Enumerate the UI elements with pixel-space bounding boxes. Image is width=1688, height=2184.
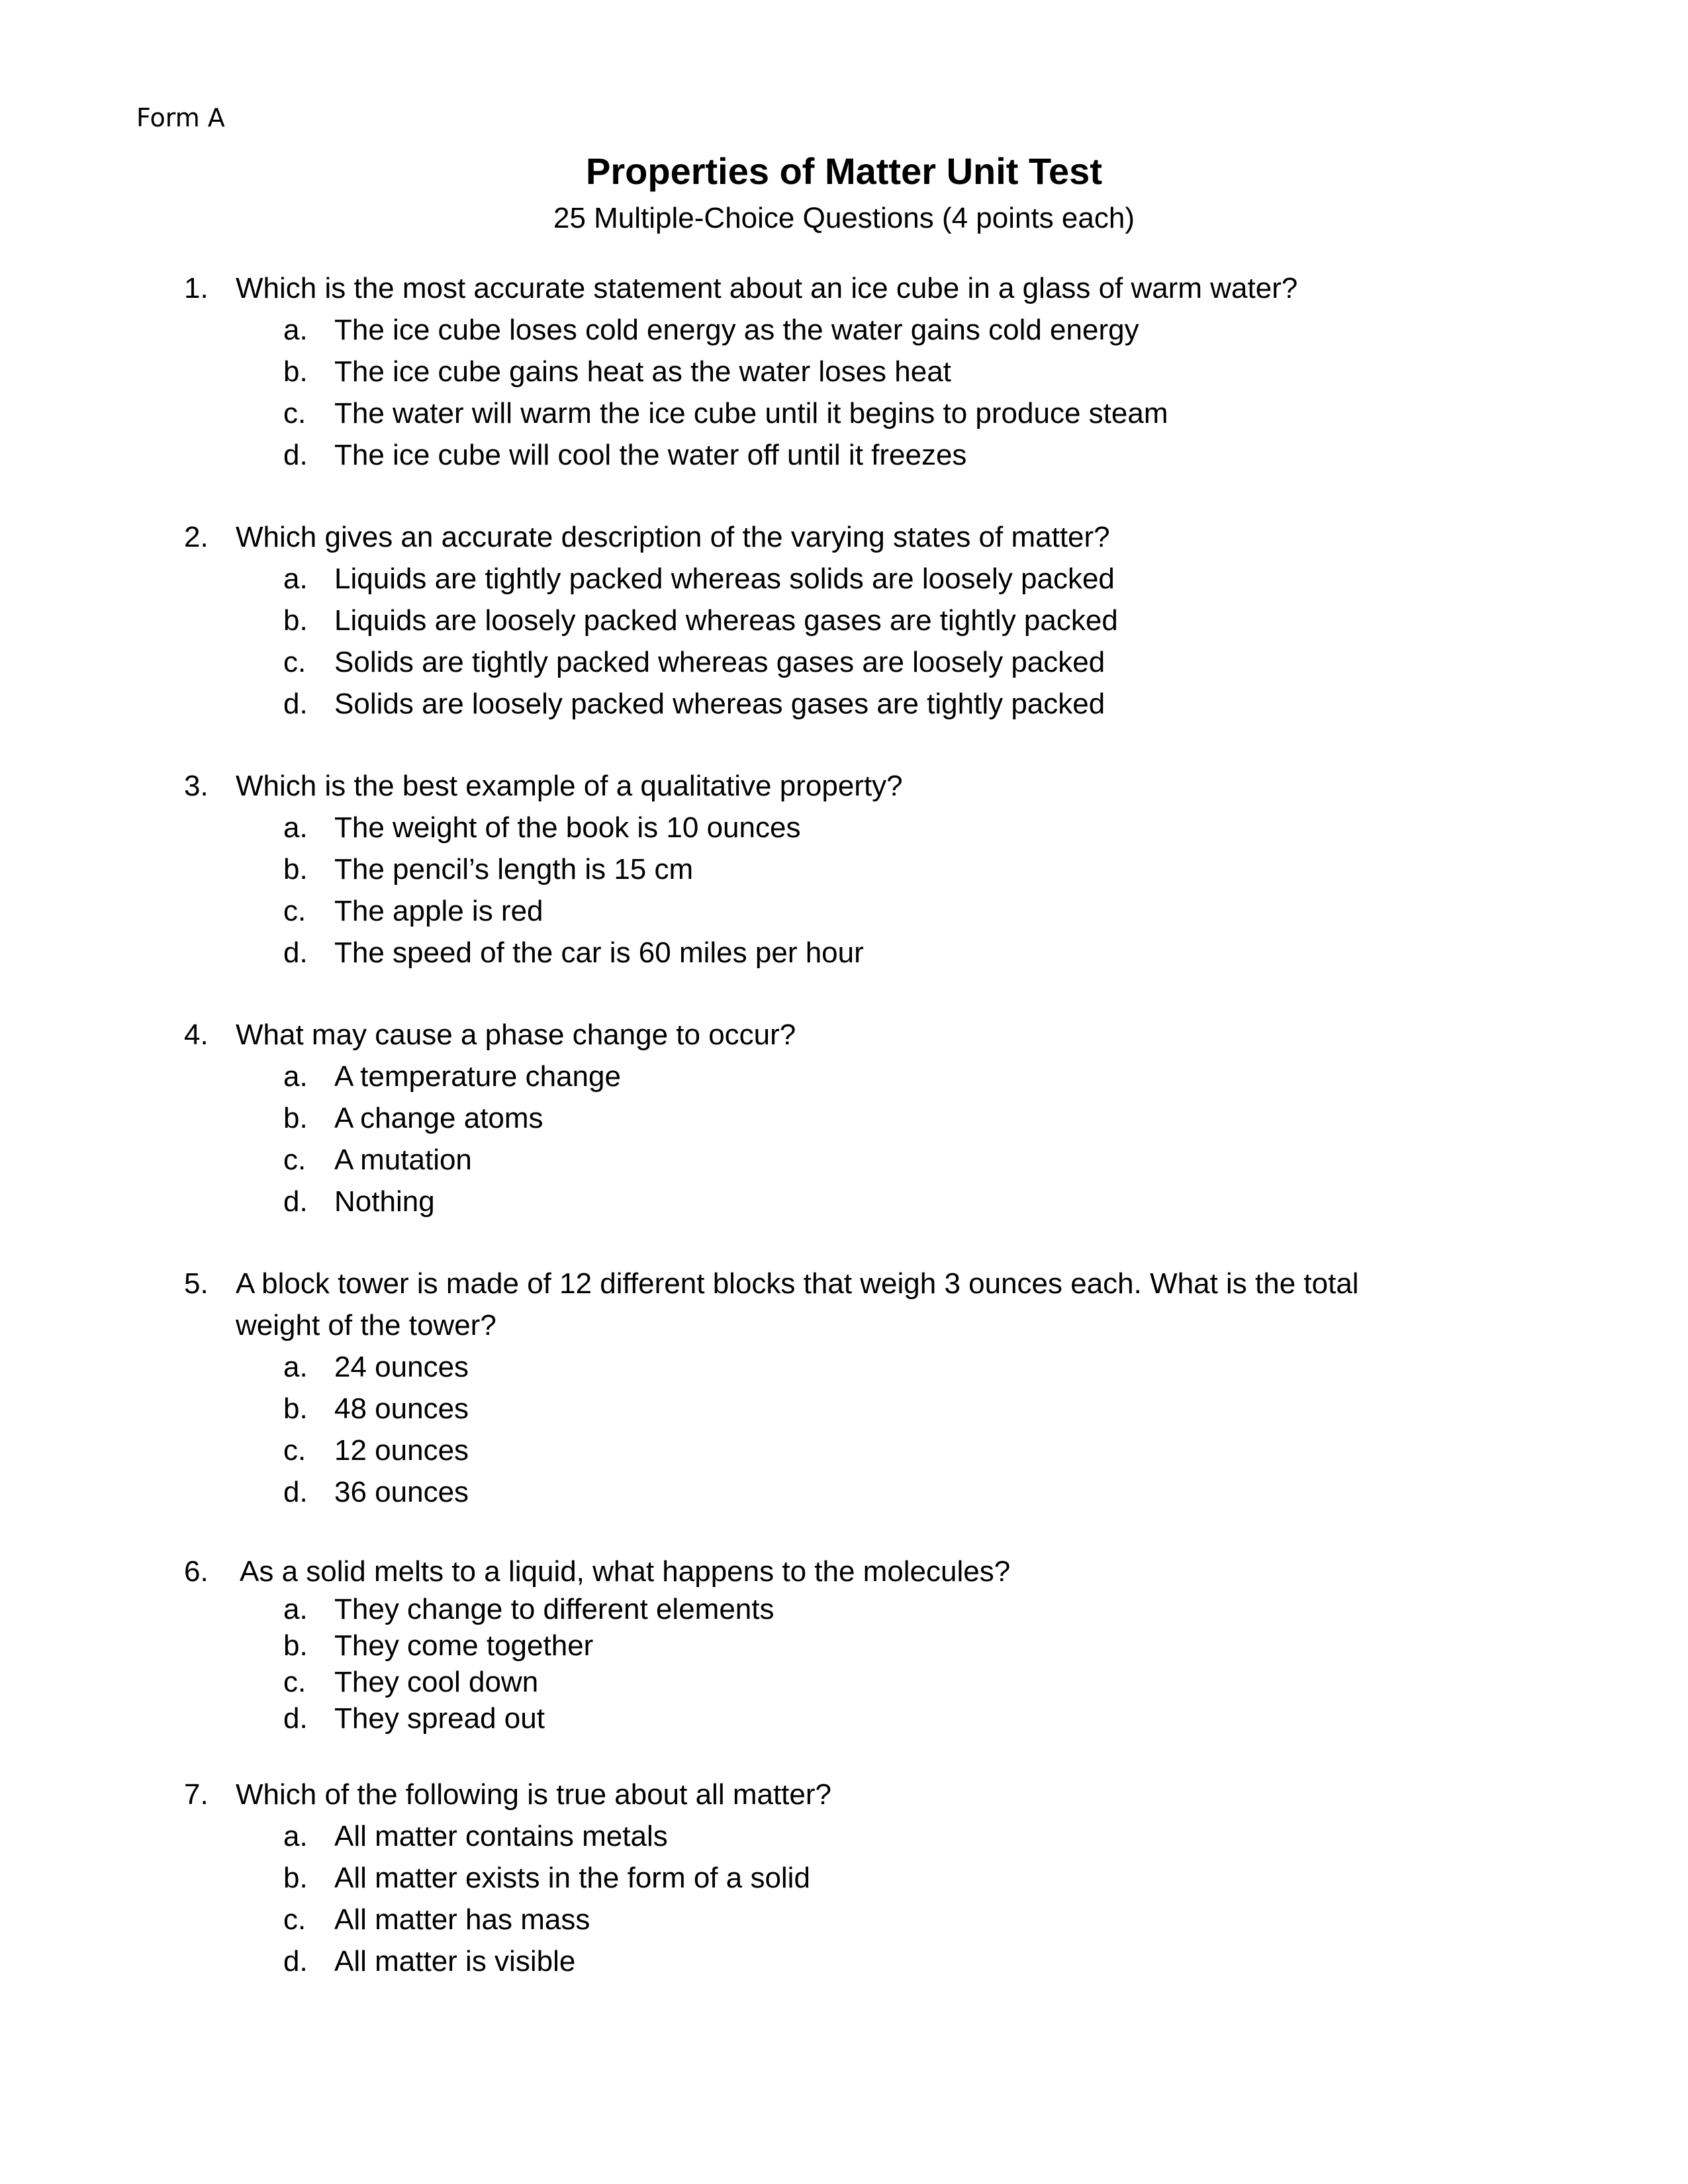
option-text: The ice cube will cool the water off until it freezes: [334, 439, 967, 471]
option-text: 48 ounces: [334, 1392, 469, 1425]
option-text: 36 ounces: [334, 1476, 469, 1508]
option-5d[interactable]: [0, 1471, 1688, 1513]
question-7: [0, 1774, 1688, 1982]
option-6b[interactable]: [0, 1627, 1688, 1664]
question-number: 6.: [184, 1555, 209, 1588]
question-number: 2.: [184, 521, 209, 553]
option-list: [0, 807, 1688, 974]
question-5: [0, 1263, 1688, 1513]
question-text-continued: weight of the tower?: [236, 1309, 496, 1342]
option-letter: c.: [283, 1434, 306, 1467]
question-text: As a solid melts to a liquid, what happens to the molecules?: [240, 1555, 1011, 1588]
option-text: 24 ounces: [334, 1351, 469, 1383]
option-text: The apple is red: [334, 895, 543, 927]
page-subtitle: 25 Multiple-Choice Questions (4 points each): [553, 202, 1135, 234]
question-number: 4.: [184, 1019, 209, 1051]
option-1c[interactable]: [0, 392, 1688, 434]
option-5b[interactable]: [0, 1388, 1688, 1430]
question-number: 5.: [184, 1267, 209, 1300]
question-text: Which of the following is true about all matter?: [236, 1778, 832, 1811]
option-list: [0, 1815, 1688, 1982]
option-letter: c.: [283, 1144, 306, 1176]
option-text: Solids are tightly packed whereas gases are loosely packed: [334, 646, 1105, 678]
option-2b[interactable]: [0, 600, 1688, 641]
question-text: What may cause a phase change to occur?: [236, 1019, 796, 1051]
option-letter: c.: [283, 397, 306, 430]
option-text: The speed of the car is 60 miles per hour: [334, 936, 864, 969]
option-text: They change to different elements: [334, 1593, 774, 1625]
question-line: [0, 516, 1688, 558]
option-letter: a.: [283, 1351, 308, 1383]
question-text: Which is the most accurate statement about an ice cube in a glass of warm water?: [236, 272, 1298, 304]
option-list: [0, 1591, 1688, 1737]
option-text: The pencil’s length is 15 cm: [334, 853, 694, 886]
option-4b[interactable]: [0, 1097, 1688, 1139]
option-letter: b.: [283, 1392, 308, 1425]
option-text: Liquids are tightly packed whereas solids are loosely packed: [334, 563, 1115, 595]
option-letter: a.: [283, 1593, 308, 1625]
option-1d[interactable]: [0, 434, 1688, 476]
option-letter: d.: [283, 688, 308, 720]
question-line: [0, 1774, 1688, 1815]
option-2c[interactable]: [0, 641, 1688, 683]
option-list: [0, 1056, 1688, 1222]
option-letter: a.: [283, 314, 308, 346]
option-letter: a.: [283, 1820, 308, 1852]
option-text: A temperature change: [334, 1060, 621, 1093]
option-text: They come together: [334, 1629, 594, 1662]
option-text: A mutation: [334, 1144, 472, 1176]
question-4: [0, 1014, 1688, 1222]
question-text: A block tower is made of 12 different blocks that weigh 3 ounces each. What is the total: [236, 1267, 1359, 1300]
option-letter: d.: [283, 1185, 308, 1218]
question-6: [0, 1553, 1688, 1737]
question-line: [0, 267, 1688, 309]
option-text: The ice cube gains heat as the water loses heat: [334, 355, 951, 388]
option-letter: a.: [283, 1060, 308, 1093]
option-2d[interactable]: [0, 683, 1688, 725]
option-letter: b.: [283, 1862, 308, 1894]
option-text: A change atoms: [334, 1102, 543, 1134]
option-text: All matter has mass: [334, 1903, 590, 1936]
option-1b[interactable]: [0, 351, 1688, 392]
option-letter: d.: [283, 1476, 308, 1508]
option-2a[interactable]: [0, 558, 1688, 600]
option-text: Nothing: [334, 1185, 435, 1218]
option-list: [0, 1346, 1688, 1513]
option-letter: c.: [283, 1903, 306, 1936]
option-text: The weight of the book is 10 ounces: [334, 811, 801, 844]
option-6c[interactable]: [0, 1664, 1688, 1700]
option-letter: c.: [283, 895, 306, 927]
question-2: [0, 516, 1688, 725]
question-number: 7.: [184, 1778, 209, 1811]
form-label: Form A: [136, 103, 225, 132]
option-letter: c.: [283, 1666, 306, 1698]
option-letter: a.: [283, 811, 308, 844]
option-text: The ice cube loses cold energy as the water gains cold energy: [334, 314, 1139, 346]
option-4d[interactable]: [0, 1181, 1688, 1222]
option-letter: a.: [283, 563, 308, 595]
option-3c[interactable]: [0, 890, 1688, 932]
question-line: [0, 1304, 1688, 1346]
option-letter: b.: [283, 1629, 308, 1662]
option-6d[interactable]: [0, 1700, 1688, 1737]
option-text: All matter contains metals: [334, 1820, 668, 1852]
option-list: [0, 558, 1688, 725]
question-number: 1.: [184, 272, 209, 304]
option-text: Solids are loosely packed whereas gases are tightly packed: [334, 688, 1105, 720]
option-letter: d.: [283, 439, 308, 471]
option-4a[interactable]: [0, 1056, 1688, 1097]
question-line: [0, 765, 1688, 807]
option-3b[interactable]: [0, 848, 1688, 890]
question-line: [0, 1553, 1688, 1591]
option-3a[interactable]: [0, 807, 1688, 848]
option-letter: b.: [283, 604, 308, 637]
option-3d[interactable]: [0, 932, 1688, 974]
question-1: [0, 267, 1688, 476]
question-number: 3.: [184, 770, 209, 802]
option-text: Liquids are loosely packed whereas gases are tightly packed: [334, 604, 1118, 637]
option-text: They spread out: [334, 1702, 545, 1735]
option-6a[interactable]: [0, 1591, 1688, 1627]
option-list: [0, 309, 1688, 476]
option-letter: d.: [283, 1702, 308, 1735]
page-title: Properties of Matter Unit Test: [586, 150, 1102, 192]
option-letter: b.: [283, 853, 308, 886]
option-text: All matter exists in the form of a solid: [334, 1862, 810, 1894]
question-text: Which gives an accurate description of the varying states of matter?: [236, 521, 1110, 553]
question-text: Which is the best example of a qualitative property?: [236, 770, 903, 802]
option-letter: d.: [283, 936, 308, 969]
option-letter: b.: [283, 1102, 308, 1134]
option-letter: b.: [283, 355, 308, 388]
question-line: [0, 1014, 1688, 1056]
option-7b[interactable]: [0, 1857, 1688, 1899]
question-3: [0, 765, 1688, 974]
option-4c[interactable]: [0, 1139, 1688, 1181]
option-text: They cool down: [334, 1666, 539, 1698]
option-text: The water will warm the ice cube until it begins to produce steam: [334, 397, 1168, 430]
option-1a[interactable]: [0, 309, 1688, 351]
option-7d[interactable]: [0, 1940, 1688, 1982]
option-letter: d.: [283, 1945, 308, 1978]
option-7c[interactable]: [0, 1899, 1688, 1940]
option-5a[interactable]: [0, 1346, 1688, 1388]
option-text: All matter is visible: [334, 1945, 576, 1978]
option-7a[interactable]: [0, 1815, 1688, 1857]
option-text: 12 ounces: [334, 1434, 469, 1467]
question-line: [0, 1263, 1688, 1304]
option-letter: c.: [283, 646, 306, 678]
option-5c[interactable]: [0, 1430, 1688, 1471]
